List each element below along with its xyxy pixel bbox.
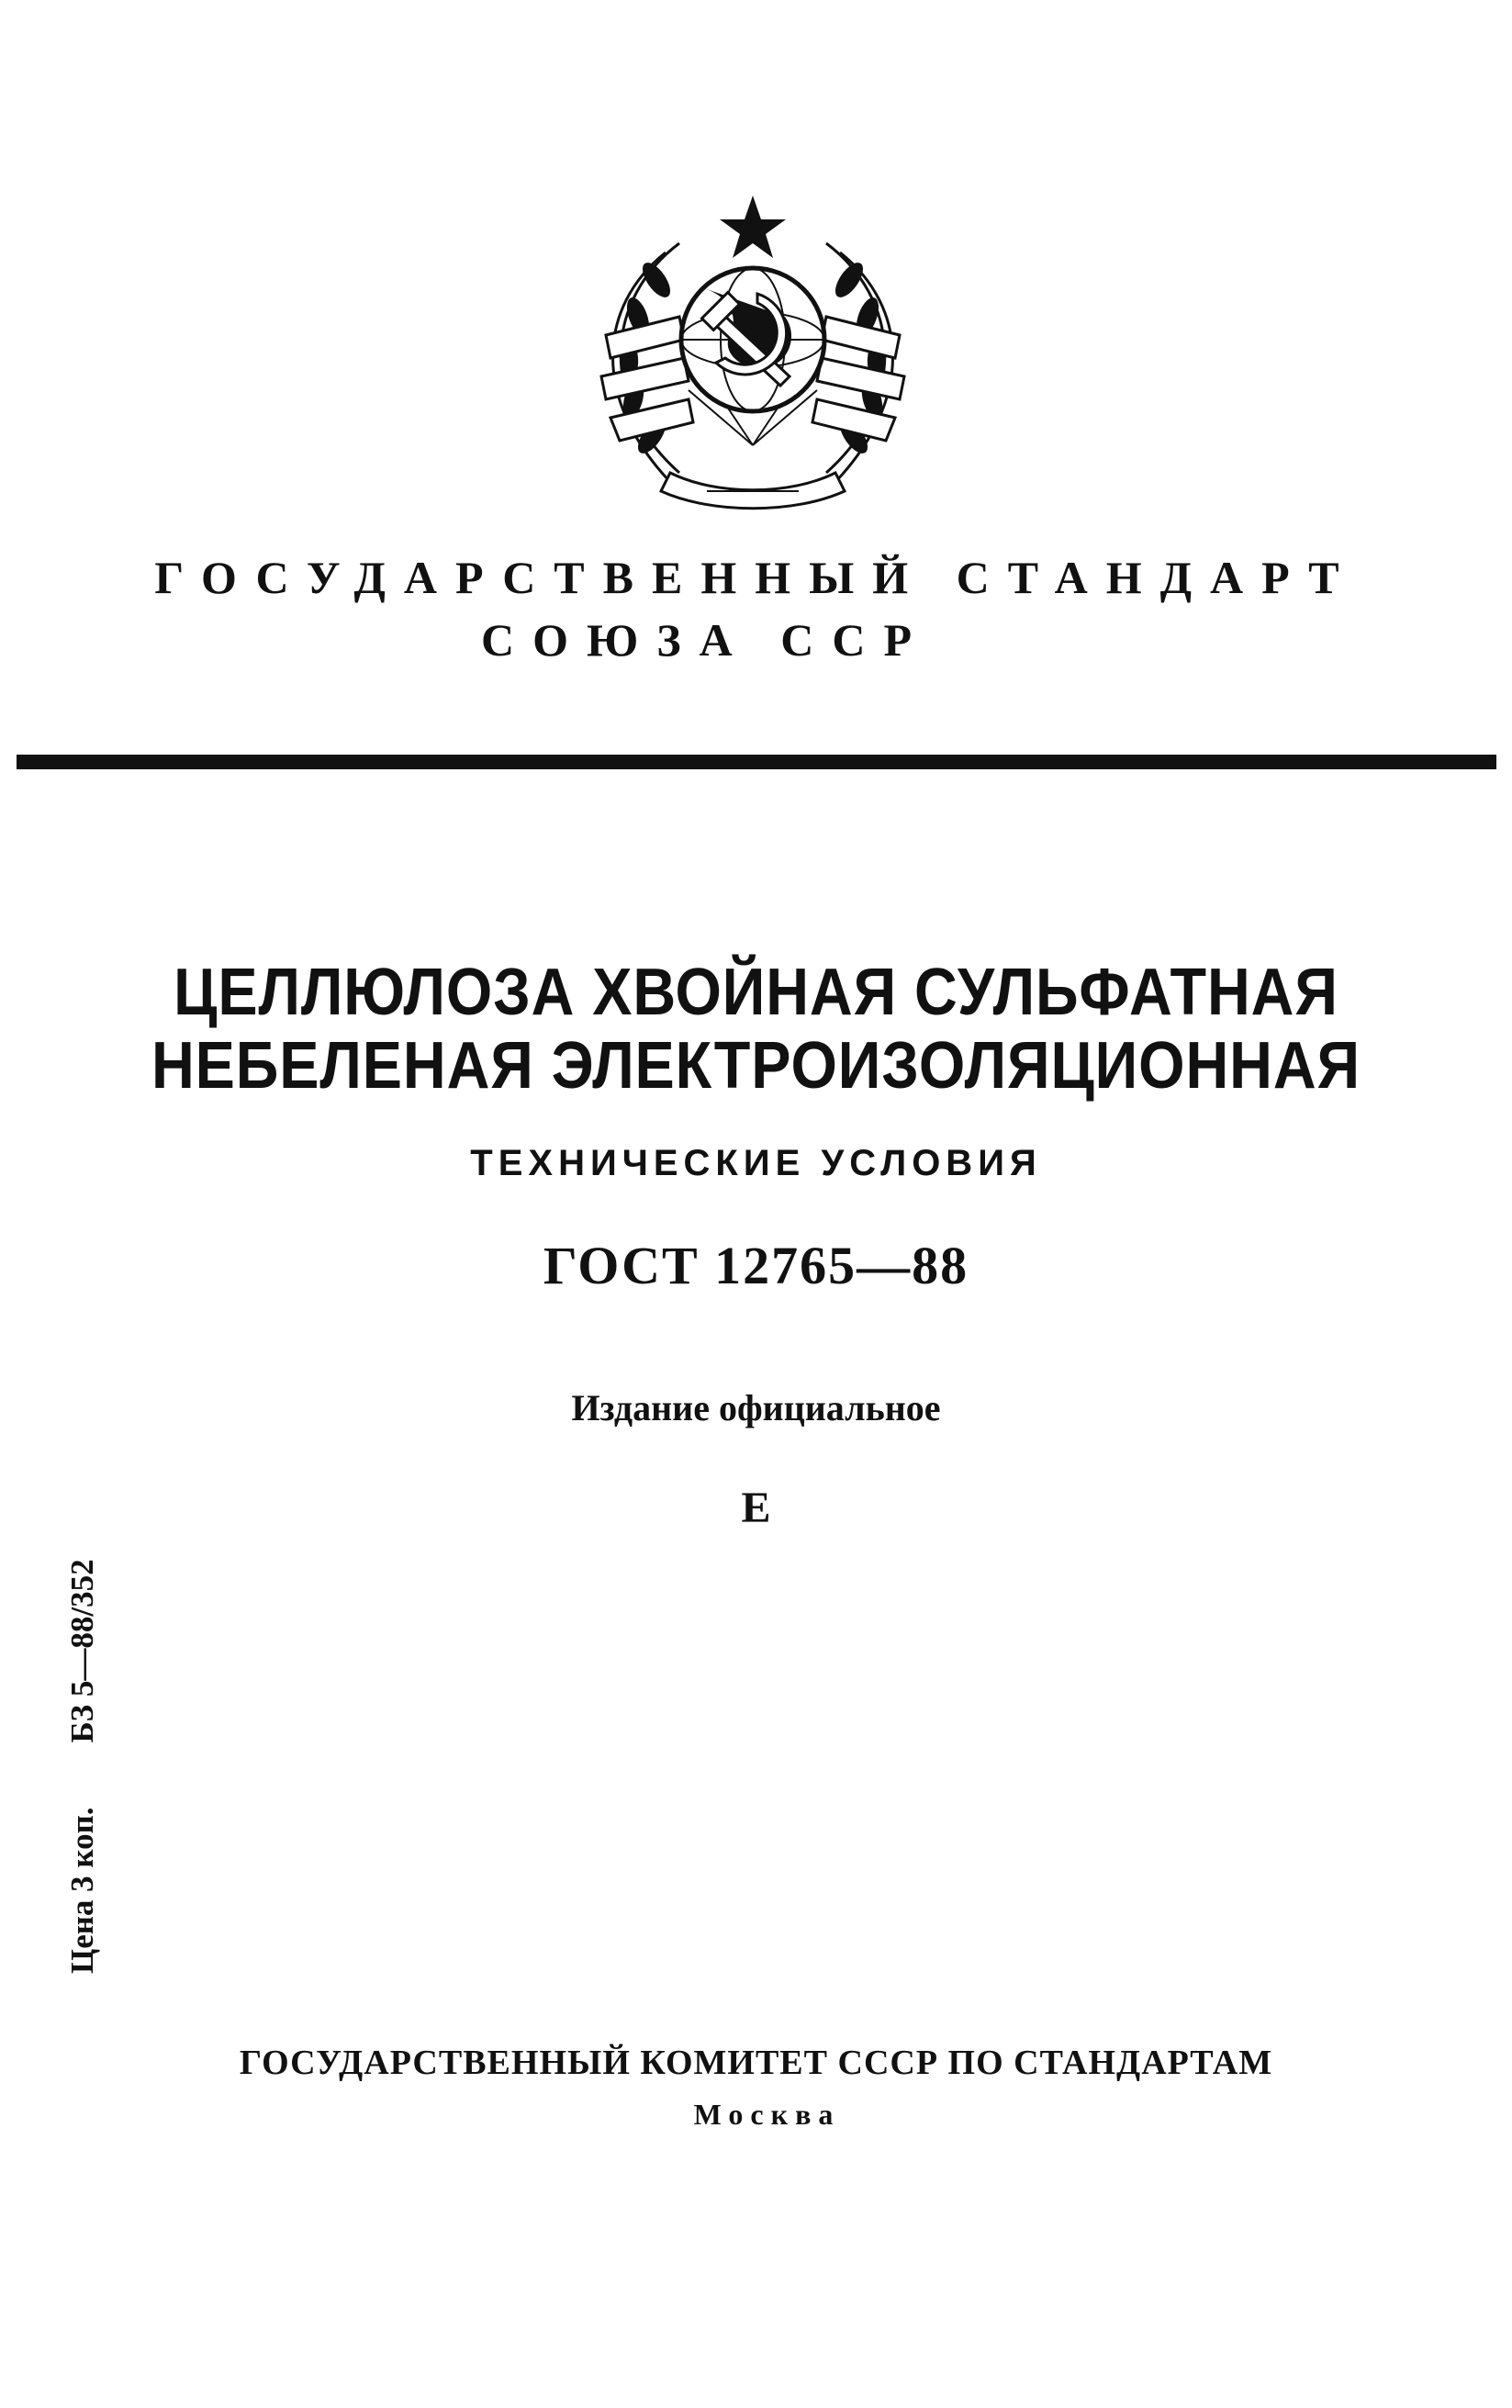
ussr-state-emblem-icon xyxy=(569,179,936,519)
header-ussr: СОЮЗА ССР xyxy=(480,614,931,666)
gost-number: ГОСТ 12765—88 xyxy=(543,1236,969,1295)
document-title-line1: ЦЕЛЛЮЛОЗА ХВОЙНАЯ СУЛЬФАТНАЯ xyxy=(174,956,1338,1029)
header-state-standard: ГОСУДАРСТВЕННЫЙ СТАНДАРТ xyxy=(154,552,1358,603)
price-label: Цена 3 коп. xyxy=(64,1807,100,1974)
header-divider xyxy=(17,755,1496,769)
sidebar-price-code xyxy=(64,1559,101,1974)
edition-mark: Е xyxy=(741,1484,771,1532)
document-subtitle: ТЕХНИЧЕСКИЕ УСЛОВИЯ xyxy=(470,1143,1042,1183)
edition-label: Издание официальное xyxy=(571,1387,941,1428)
publisher: ГОСУДАРСТВЕННЫЙ КОМИТЕТ СССР ПО СТАНДАРТАМ xyxy=(239,2044,1273,2082)
catalog-code: БЗ 5—88/352 xyxy=(64,1559,100,1743)
document-title-line2: НЕБЕЛЕНАЯ ЭЛЕКТРОИЗОЛЯЦИОННАЯ xyxy=(151,1029,1361,1103)
publisher-city: Москва xyxy=(693,2098,841,2131)
